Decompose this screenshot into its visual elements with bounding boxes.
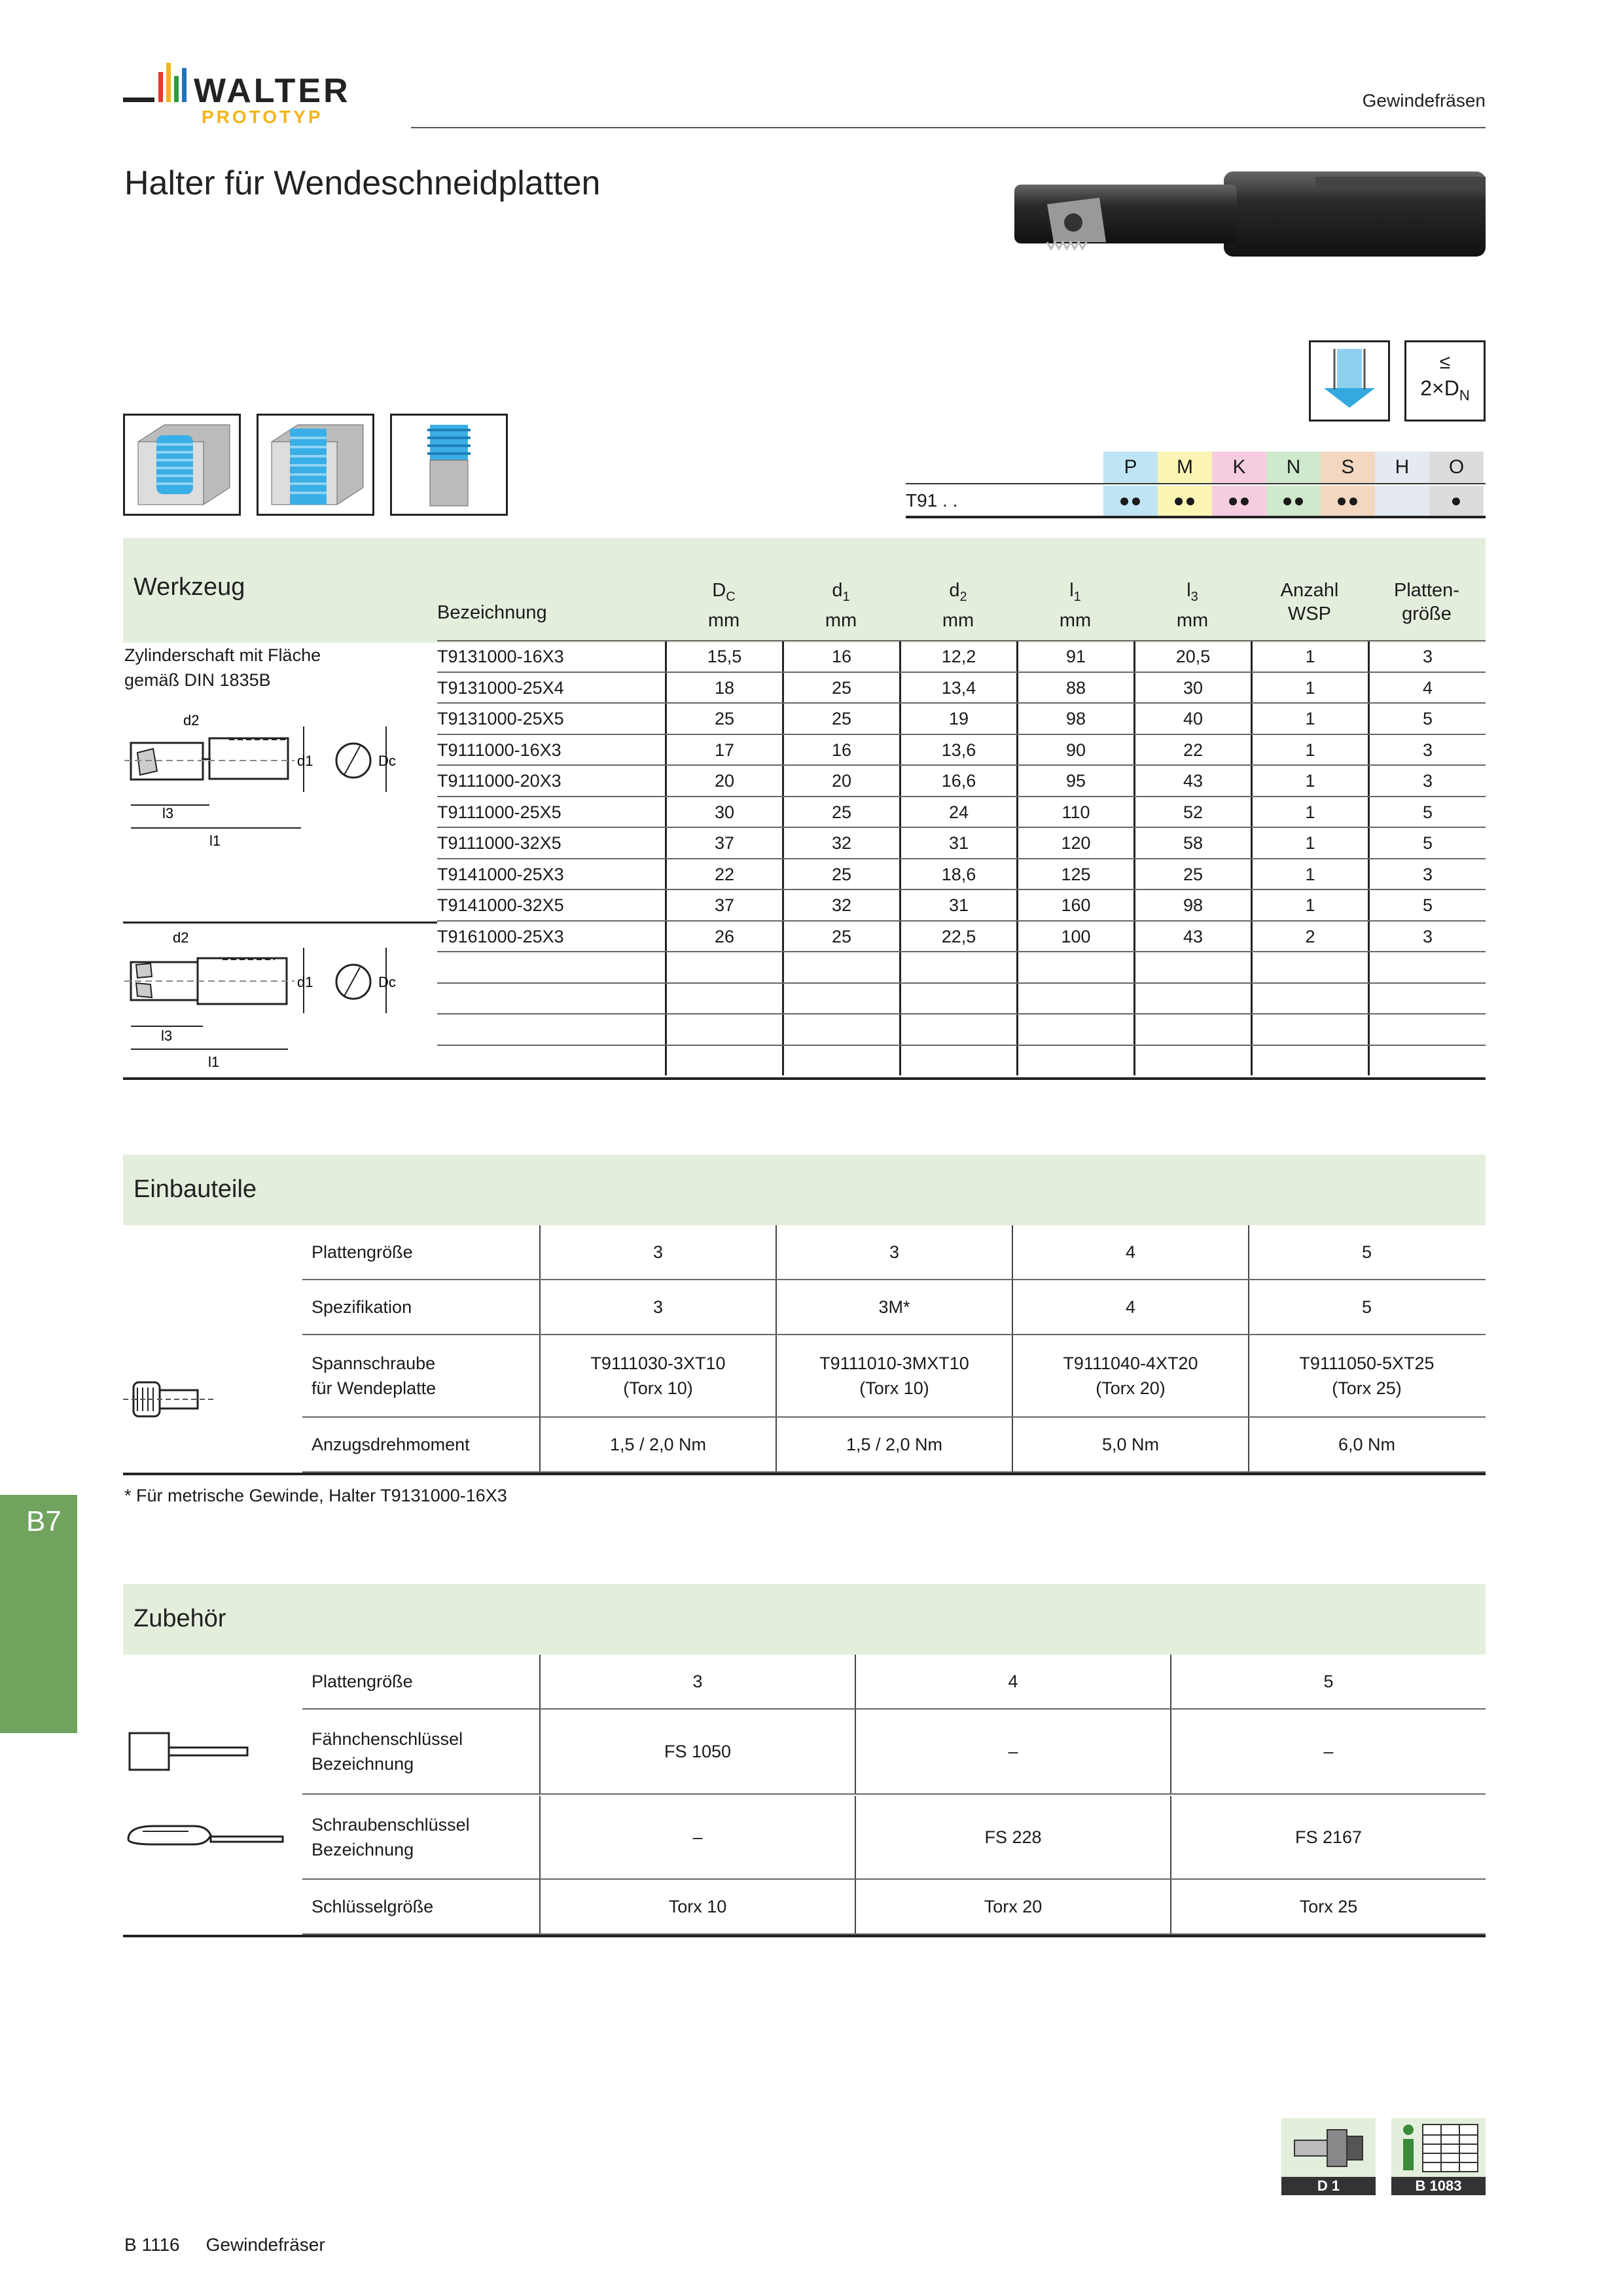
material-groups-table [906,452,1486,517]
table-cell: 25 [782,922,899,952]
table-cell: 5 [1368,704,1486,734]
article-number: T9131000-25X4 [437,677,564,698]
depth-ratio-icon [1404,340,1486,422]
table-cell: 90 [1016,735,1133,765]
column-header: $d_1$ mm [825,580,857,631]
table-cell: 5 [1368,890,1486,920]
article-number: T9141000-32X5 [437,895,564,915]
table-cell: 4 [855,1655,1170,1708]
table-cell: 20 [665,766,782,796]
material-group-s: S [1321,452,1375,483]
svg-text:d1: d1 [297,753,313,769]
werkzeug-title: Werkzeug [134,573,245,601]
table-cell: 20 [782,766,899,796]
column-header: Anzahl WSP [1280,580,1339,624]
table-cell: 32 [782,828,899,858]
row-label: Anzugsdrehmoment [312,1435,470,1454]
zubehoer-row [302,1655,1486,1710]
material-group-h: H [1375,452,1429,483]
table-cell: 18 [665,673,782,703]
reference-d1-label: D 1 [1281,2177,1376,2195]
table-cell: 2 [1251,922,1368,952]
table-cell: 3 [1368,641,1486,672]
article-number: T9111000-32X5 [437,833,562,853]
material-group-k: K [1212,452,1266,483]
table-row [437,672,1486,703]
table-cell: 26 [665,922,782,952]
table-cell: 1 [1251,766,1368,796]
svg-text:Dc: Dc [378,974,396,990]
external-thread-icon [390,414,508,516]
column-header: Platten- größe [1394,580,1459,624]
table-cell: 110 [1016,797,1133,827]
table-cell [1251,1046,1368,1076]
material-suitability-m: ●● [1158,486,1212,516]
table-cell [1133,952,1251,982]
table-cell: T9111040-4XT20 (Torx 20) [1012,1335,1248,1416]
table-cell [782,1014,899,1045]
material-suitability-o: ● [1429,486,1484,516]
table-cell: 17 [665,735,782,765]
table-cell: 25 [782,859,899,889]
row-label: Plattengröße [312,1672,413,1691]
material-group-p: P [1103,452,1158,483]
table-cell: 1 [1251,859,1368,889]
row-label: Plattengröße [312,1242,413,1262]
table-cell: 5 [1170,1655,1486,1708]
article-number: T9141000-25X3 [437,864,564,884]
table-cell: 25 [782,797,899,827]
svg-text:l3: l3 [162,805,174,821]
werkzeug-drawing-divider [123,922,437,924]
table-cell: Torx 10 [539,1880,855,1933]
column-header: $l_3$ mm [1176,580,1209,631]
table-cell: 1 [1251,797,1368,827]
svg-text:d2: d2 [173,929,189,946]
material-group-n: N [1266,452,1321,483]
einbauteile-row [302,1335,1486,1418]
table-cell: 1,5 / 2,0 Nm [776,1418,1012,1471]
material-suitability-k: ●● [1212,486,1266,516]
table-cell: 24 [899,797,1016,827]
table-cell: 19 [899,704,1016,734]
table-cell: 25 [1133,859,1251,889]
table-cell: 13,6 [899,735,1016,765]
table-cell: FS 2167 [1170,1796,1486,1878]
table-cell: FS 228 [855,1796,1170,1878]
table-cell: 37 [665,828,782,858]
table-row [437,734,1486,765]
table-cell: 40 [1133,704,1251,734]
table-cell [665,1014,782,1045]
article-number: T9131000-25X5 [437,709,564,728]
table-row [437,640,1486,672]
svg-text:l1: l1 [209,833,221,849]
table-cell: 1 [1251,735,1368,765]
table-cell: 3M* [776,1280,1012,1334]
table-cell: 100 [1016,922,1133,952]
table-cell [1016,984,1133,1014]
table-cell: 4 [1012,1225,1248,1279]
table-cell: 5 [1368,797,1486,827]
chapter-name: Gewindefräser [205,2234,325,2255]
table-cell [1251,952,1368,982]
table-cell: Torx 25 [1170,1880,1486,1933]
table-cell [1133,984,1251,1014]
table-cell: 12,2 [899,641,1016,672]
table-cell: Torx 20 [855,1880,1170,1933]
material-group-m: M [1158,452,1212,483]
article-number [437,952,665,982]
table-cell: 160 [1016,890,1133,920]
material-group-o: O [1429,452,1484,483]
column-header: $d_2$ mm [942,580,974,631]
table-cell [1016,1014,1133,1045]
bezeichnung-header: Bezeichnung [437,602,547,623]
table-cell: 58 [1133,828,1251,858]
svg-text:d1: d1 [297,974,313,990]
einbauteile-note: * Für metrische Gewinde, Halter T9131000-16X3 [124,1486,507,1505]
row-label: Schraubenschlüssel Bezeichnung [312,1815,470,1859]
page-number: B 1116 [124,2234,180,2255]
table-row [437,796,1486,827]
einbauteile-band [123,1155,1486,1225]
table-cell: 1 [1251,673,1368,703]
table-cell [782,984,899,1014]
row-label: Spannschraube für Wendeplatte [312,1354,437,1398]
table-row [437,982,1486,1014]
table-cell: 1,5 / 2,0 Nm [539,1418,776,1471]
table-cell [899,1014,1016,1045]
table-cell: 3 [1368,922,1486,952]
table-cell: – [855,1710,1170,1793]
material-suitability-h [1375,486,1429,516]
reference-b1083[interactable] [1391,2118,1486,2195]
table-cell: 20,5 [1133,641,1251,672]
material-suitability-p: ●● [1103,486,1158,516]
table-cell: 22,5 [899,922,1016,952]
table-cell: 5,0 Nm [1012,1418,1248,1471]
table-cell: 125 [1016,859,1133,889]
table-cell: 1 [1251,890,1368,920]
werkzeug-bottom-rule [123,1077,1486,1080]
svg-text:PROTOTYP: PROTOTYP [202,107,323,127]
chapter-side-tab-label: B7 [26,1505,62,1537]
section-label: Gewindefräsen [1362,90,1486,111]
table-cell [665,984,782,1014]
flag-key-icon [123,1727,254,1779]
table-cell: 30 [1133,673,1251,703]
row-label: Spezifikation [312,1297,412,1317]
row-label: Schlüsselgröße [312,1897,434,1916]
svg-text:d2: d2 [183,712,200,728]
table-cell [1016,952,1133,982]
table-cell: 5 [1368,828,1486,858]
column-header: $l_1$ mm [1059,580,1092,631]
article-number: T9111000-16X3 [437,740,562,760]
article-number [437,984,665,1014]
table-cell [782,1046,899,1076]
table-cell: 3 [1368,859,1486,889]
walter-prototyp-logo [123,60,404,132]
shank-description: Zylinderschaft mit Fläche gemäß DIN 1835B [124,645,321,690]
table-cell: 16 [782,641,899,672]
zubehoer-row [302,1796,1486,1880]
screwdriver-icon [123,1816,287,1861]
table-cell [1016,1046,1133,1076]
table-cell [899,1046,1016,1076]
table-cell: 3 [776,1225,1012,1279]
table-row [437,1045,1486,1076]
article-number [437,1046,665,1076]
einbauteile-row [302,1225,1486,1280]
table-cell: 4 [1368,673,1486,703]
table-cell: 88 [1016,673,1133,703]
zubehoer-row [302,1710,1486,1795]
table-row [437,764,1486,796]
table-cell: 98 [1133,890,1251,920]
table-cell: 32 [782,890,899,920]
table-cell: 5 [1248,1280,1484,1334]
table-cell [782,952,899,982]
table-cell [1368,1014,1486,1045]
table-cell: 13,4 [899,673,1016,703]
table-cell: – [539,1796,855,1878]
article-number: T9111000-25X5 [437,802,562,822]
reference-d1[interactable] [1281,2118,1376,2195]
table-cell: 15,5 [665,641,782,672]
holder-drawing-1 [124,707,399,851]
article-number: T9111000-20X3 [437,771,562,791]
table-row [437,1013,1486,1045]
material-suitability-n: ●● [1266,486,1321,516]
table-cell: 5 [1248,1225,1484,1279]
table-cell: 31 [899,828,1016,858]
table-cell: 120 [1016,828,1133,858]
zubehoer-row [302,1880,1486,1935]
table-cell [1133,1046,1251,1076]
info-table-icon [1391,2118,1486,2177]
article-number: T9161000-25X3 [437,926,564,946]
ratio-value: $2\times D_N$ [1420,376,1470,404]
table-cell: 98 [1016,704,1133,734]
table-row [437,858,1486,889]
article-number [437,1014,665,1045]
table-cell: 1 [1251,641,1368,672]
adapter-icon [1281,2118,1376,2177]
table-cell [665,952,782,982]
zubehoer-title: Zubehör [134,1605,226,1632]
table-cell: FS 1050 [539,1710,855,1793]
material-code: T91 . . [906,490,958,511]
depth-thread-icon [1309,340,1390,422]
table-cell: T9111030-3XT10 (Torx 10) [539,1335,776,1416]
blind-hole-thread-icon [123,414,241,516]
einbauteile-title: Einbauteile [134,1175,257,1203]
table-cell: 25 [782,704,899,734]
material-suitability-s: ●● [1321,486,1375,516]
table-row [437,702,1486,734]
table-cell [665,1046,782,1076]
table-cell [899,952,1016,982]
clamping-screw-icon [123,1373,215,1426]
table-cell: 37 [665,890,782,920]
einbauteile-bottom-rule [123,1473,1486,1475]
reference-b1083-label: B 1083 [1391,2177,1486,2195]
table-cell: 95 [1016,766,1133,796]
table-cell: 3 [1368,735,1486,765]
table-cell: 3 [1368,766,1486,796]
table-cell [1251,1014,1368,1045]
table-cell: 6,0 Nm [1248,1418,1484,1471]
row-label: Fähnchenschlüssel Bezeichnung [312,1729,463,1774]
table-cell: 16 [782,735,899,765]
table-row [437,951,1486,982]
table-cell: 3 [539,1655,855,1708]
table-cell: 43 [1133,766,1251,796]
table-cell: 91 [1016,641,1133,672]
svg-text:Dc: Dc [378,753,396,769]
through-hole-thread-icon [257,414,374,516]
table-cell: T9111010-3MXT10 (Torx 10) [776,1335,1012,1416]
einbauteile-row [302,1418,1486,1473]
table-cell: 16,6 [899,766,1016,796]
table-cell [1368,952,1486,982]
holder-drawing-2 [124,928,399,1072]
zubehoer-band [123,1584,1486,1655]
table-cell: 1 [1251,704,1368,734]
svg-text:WALTER: WALTER [194,72,351,110]
svg-text:l3: l3 [161,1028,173,1044]
table-cell: 4 [1012,1280,1248,1334]
einbauteile-row [302,1280,1486,1335]
table-cell: 25 [665,704,782,734]
table-cell: 25 [782,673,899,703]
column-header: $D_C$ mm [707,580,740,631]
table-cell [1368,984,1486,1014]
table-cell: 22 [665,859,782,889]
article-number: T9131000-16X3 [437,647,564,666]
page-footer [124,2234,351,2255]
table-cell: 52 [1133,797,1251,827]
table-cell: 3 [539,1225,776,1279]
zubehoer-bottom-rule [123,1935,1486,1937]
table-cell: 43 [1133,922,1251,952]
table-cell: 31 [899,890,1016,920]
table-cell: 30 [665,797,782,827]
table-cell: 1 [1251,828,1368,858]
header-rule [411,127,1486,128]
table-row [437,827,1486,858]
table-cell [1133,1014,1251,1045]
tool-holder-image [1008,165,1492,276]
ratio-le-symbol: ≤ [1439,351,1451,373]
table-cell [1251,984,1368,1014]
table-cell: 18,6 [899,859,1016,889]
table-cell [899,984,1016,1014]
page-title: Halter für Wendeschneidplatten [124,164,601,202]
werkzeug-table-body [437,640,1486,1075]
table-row [437,889,1486,920]
table-cell: 22 [1133,735,1251,765]
table-cell: T9111050-5XT25 (Torx 25) [1248,1335,1484,1416]
table-cell [1368,1046,1486,1076]
table-cell: – [1170,1710,1486,1793]
table-cell: 3 [539,1280,776,1334]
table-row [437,920,1486,952]
svg-text:l1: l1 [208,1054,220,1070]
